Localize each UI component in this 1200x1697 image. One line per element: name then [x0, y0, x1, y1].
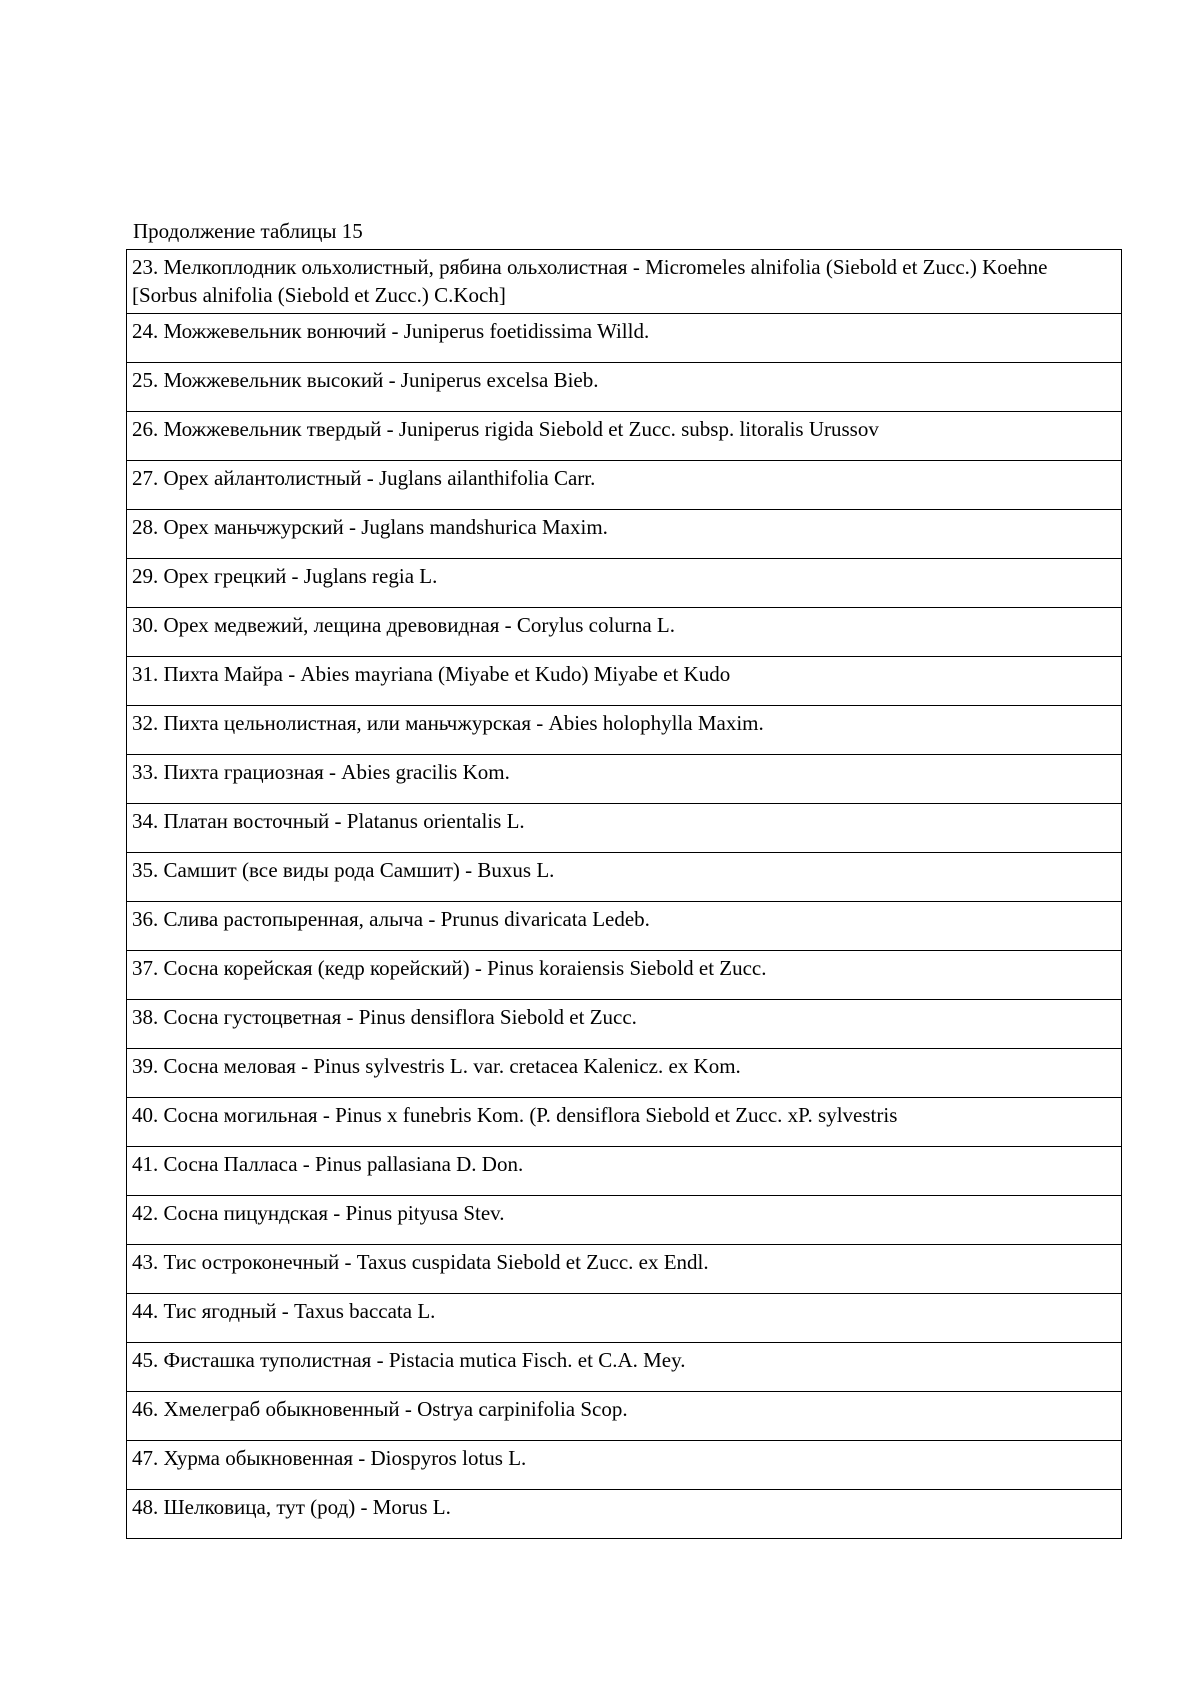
table-row: [127, 250, 1122, 314]
table-row: [127, 804, 1122, 853]
table-cell: 35. Самшит (все виды рода Самшит) - Buxus L.: [127, 853, 1122, 902]
table-cell: 40. Сосна могильная - Pinus x funebris Kom. (P. densiflora Siebold et Zucc. xP. sylvestris: [127, 1098, 1122, 1147]
table-cell: 28. Орех маньчжурский - Juglans mandshurica Maxim.: [127, 510, 1122, 559]
table-row: [127, 1441, 1122, 1490]
table-cell: 30. Орех медвежий, лещина древовидная - Corylus colurna L.: [127, 608, 1122, 657]
table-cell: 48. Шелковица, тут (род) - Morus L.: [127, 1490, 1122, 1539]
table-cell: 33. Пихта грациозная - Abies gracilis Kom.: [127, 755, 1122, 804]
table-cell: 31. Пихта Майра - Abies mayriana (Miyabe et Kudo) Miyabe et Kudo: [127, 657, 1122, 706]
table-row: [127, 1294, 1122, 1343]
table-cell: 32. Пихта цельнолистная, или маньчжурская - Abies holophylla Maxim.: [127, 706, 1122, 755]
table-cell: 27. Орех айлантолистный - Juglans ailanthifolia Carr.: [127, 461, 1122, 510]
species-table: [126, 249, 1122, 1539]
table-cell: 37. Сосна корейская (кедр корейский) - Pinus koraiensis Siebold et Zucc.: [127, 951, 1122, 1000]
table-cell: 47. Хурма обыкновенная - Diospyros lotus L.: [127, 1441, 1122, 1490]
table-row: [127, 363, 1122, 412]
table-row: [127, 1245, 1122, 1294]
table-row: [127, 510, 1122, 559]
table-cell: 43. Тис остроконечный - Taxus cuspidata Siebold et Zucc. ex Endl.: [127, 1245, 1122, 1294]
table-cell: 44. Тис ягодный - Taxus baccata L.: [127, 1294, 1122, 1343]
table-cell: 36. Слива растопыренная, алыча - Prunus divaricata Ledeb.: [127, 902, 1122, 951]
table-row: [127, 461, 1122, 510]
table-row: [127, 902, 1122, 951]
table-row: [127, 706, 1122, 755]
table-cell: 34. Платан восточный - Platanus orientalis L.: [127, 804, 1122, 853]
table-row: [127, 1343, 1122, 1392]
table-row: [127, 951, 1122, 1000]
table-row: [127, 1490, 1122, 1539]
table-row: [127, 608, 1122, 657]
table-row: [127, 755, 1122, 804]
table-row: [127, 1098, 1122, 1147]
table-row: [127, 1392, 1122, 1441]
table-row: [127, 1196, 1122, 1245]
table-cell: 24. Можжевельник вонючий - Juniperus foetidissima Willd.: [127, 314, 1122, 363]
table-cell: 23. Мелкоплодник ольхолистный, рябина ольхолистная - Micromeles alnifolia (Siebold et Zucc.) Koehne [Sorbus alnifolia (Siebold et Zucc.) C.Koch]: [127, 250, 1122, 314]
table-cell: 39. Сосна меловая - Pinus sylvestris L. var. cretacea Kalenicz. ex Kom.: [127, 1049, 1122, 1098]
table-cell: 45. Фисташка туполистная - Pistacia mutica Fisch. et C.A. Mey.: [127, 1343, 1122, 1392]
table-row: [127, 1147, 1122, 1196]
table-cell: 26. Можжевельник твердый - Juniperus rigida Siebold et Zucc. subsp. litoralis Urussov: [127, 412, 1122, 461]
table-row: [127, 1000, 1122, 1049]
table-row: [127, 412, 1122, 461]
table-caption: Продолжение таблицы 15: [133, 219, 363, 243]
table-cell: 42. Сосна пицундская - Pinus pityusa Stev.: [127, 1196, 1122, 1245]
table-row: [127, 559, 1122, 608]
table-cell: 25. Можжевельник высокий - Juniperus excelsa Bieb.: [127, 363, 1122, 412]
table-row: [127, 314, 1122, 363]
table-row: [127, 1049, 1122, 1098]
table-row: [127, 853, 1122, 902]
table-cell: 38. Сосна густоцветная - Pinus densiflora Siebold et Zucc.: [127, 1000, 1122, 1049]
table-row: [127, 657, 1122, 706]
table-cell: 46. Хмелеграб обыкновенный - Ostrya carpinifolia Scop.: [127, 1392, 1122, 1441]
table-cell: 29. Орех грецкий - Juglans regia L.: [127, 559, 1122, 608]
table-cell: 41. Сосна Палласа - Pinus pallasiana D. Don.: [127, 1147, 1122, 1196]
